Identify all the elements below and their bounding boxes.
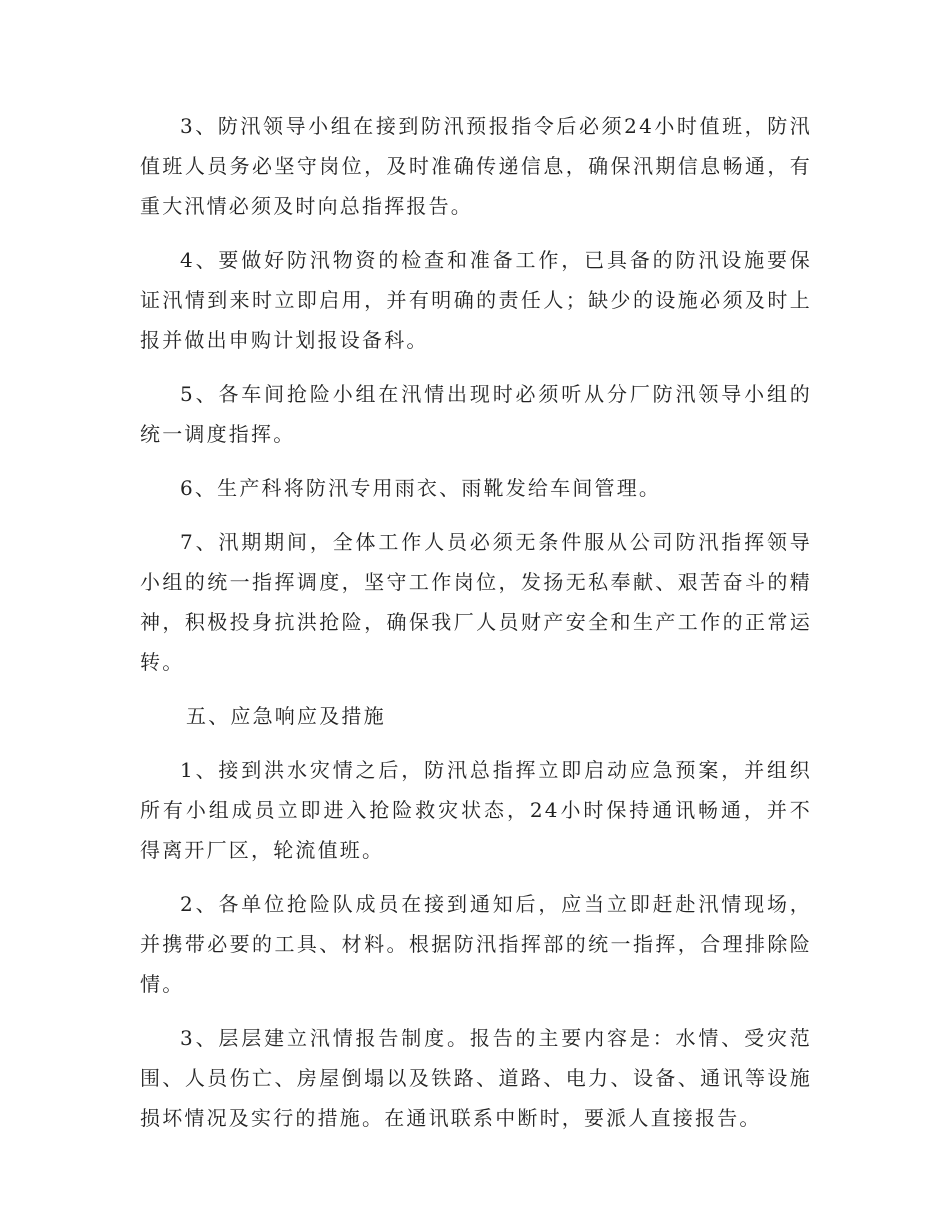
section-paragraph-3: 3、层层建立汛情报告制度。报告的主要内容是：水情、受灾范围、人员伤亡、房屋倒塌以及铁路、道路、电力、设备、通讯等设施损坏情况及实行的措施。在通讯联系中断时，要派人直接报告。: [140, 1026, 812, 1130]
paragraph-item-4: 4、要做好防汛物资的检查和准备工作，已具备的防汛设施要保证汛情到来时立即启用，并有明确的责任人；缺少的设施必须及时上报并做出申购计划报设备科。: [140, 248, 812, 352]
document-body: [140, 106, 812, 1152]
section-paragraph-2: 2、各单位抢险队成员在接到通知后，应当立即赶赴汛情现场，并携带必要的工具、材料。根据防汛指挥部的统一指挥，合理排除险情。: [140, 892, 812, 996]
paragraph-item-7: 7、汛期期间，全体工作人员必须无条件服从公司防汛指挥领导小组的统一指挥调度，坚守工作岗位，发扬无私奉献、艰苦奋斗的精神，积极投身抗洪抢险，确保我厂人员财产安全和生产工作的正常运转。: [140, 530, 812, 674]
section-heading: 五、应急响应及措施: [186, 704, 386, 728]
paragraph-item-5: 5、各车间抢险小组在汛情出现时必须听从分厂防汛领导小组的统一调度指挥。: [140, 382, 812, 446]
paragraph-item-3: 3、防汛领导小组在接到防汛预报指令后必须24小时值班，防汛值班人员务必坚守岗位，及时准确传递信息，确保汛期信息畅通，有重大汛情必须及时向总指挥报告。: [140, 114, 812, 218]
section-paragraph-1: 1、接到洪水灾情之后，防汛总指挥立即启动应急预案，并组织所有小组成员立即进入抢险救灾状态，24小时保持通讯畅通，并不得离开厂区，轮流值班。: [140, 758, 812, 862]
paragraph-item-6: 6、生产科将防汛专用雨衣、雨靴发给车间管理。: [180, 476, 662, 500]
